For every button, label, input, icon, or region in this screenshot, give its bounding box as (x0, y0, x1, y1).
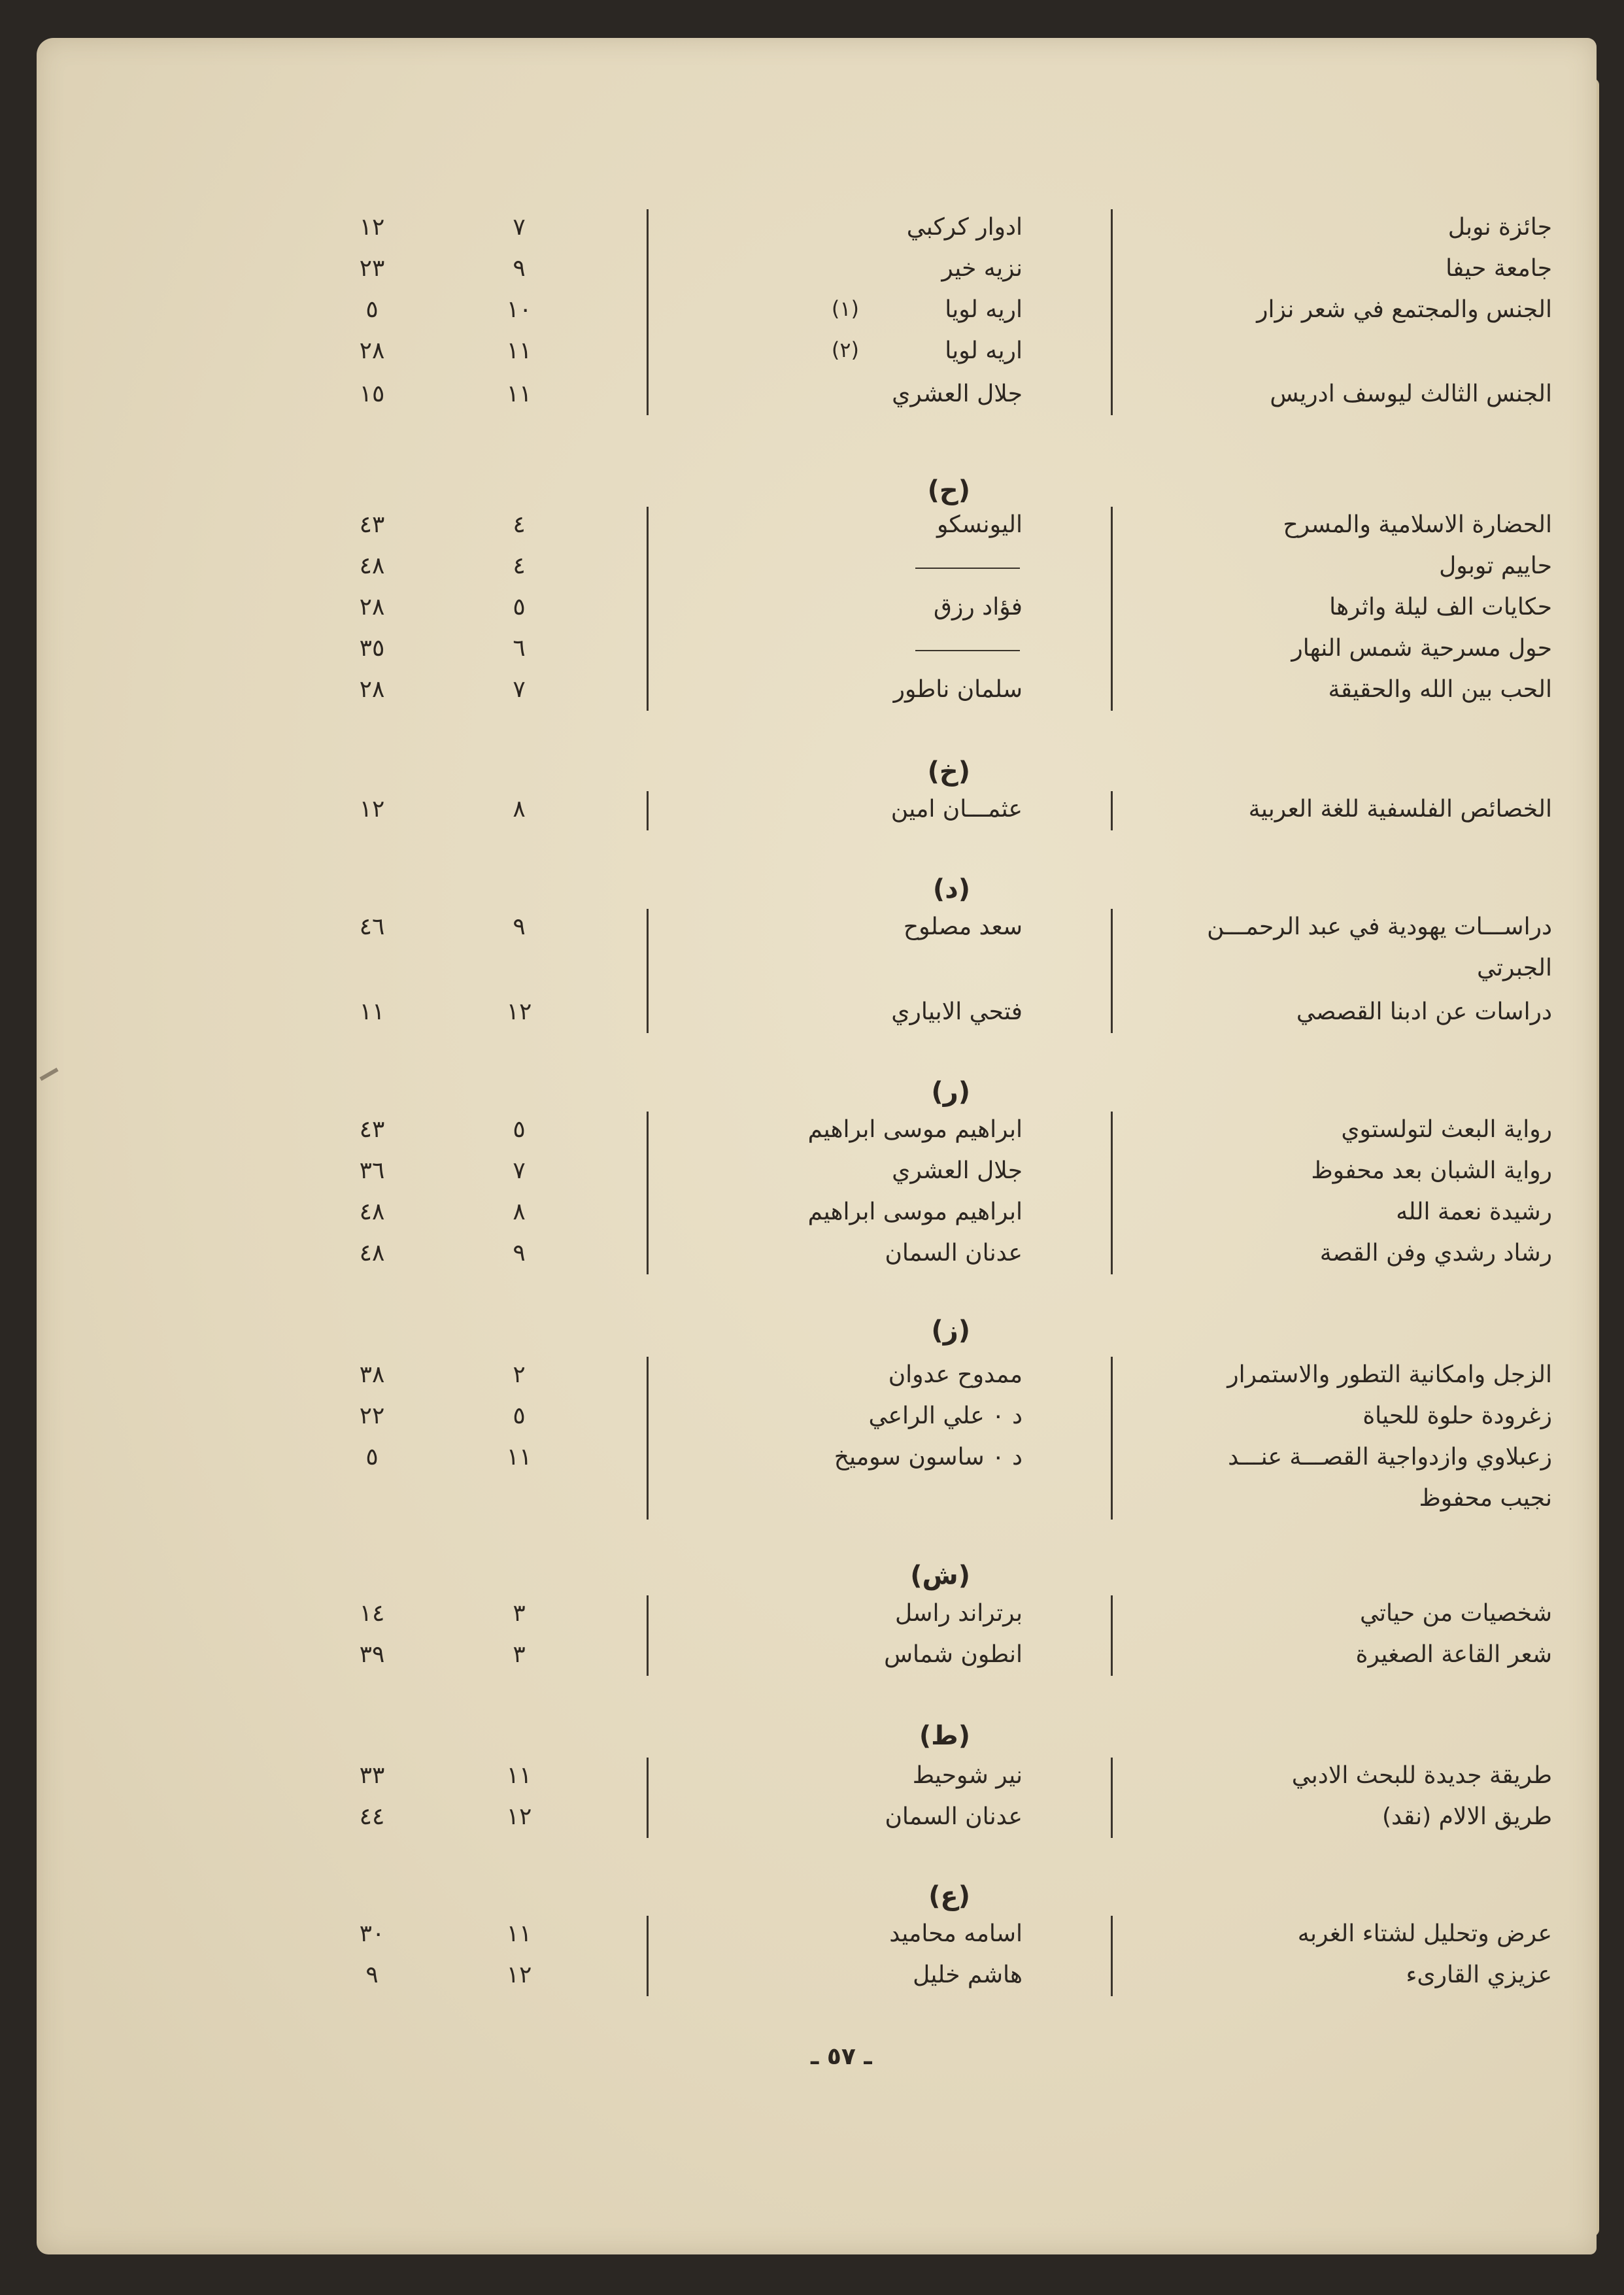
entry-page: ٤٤ (359, 1803, 385, 1830)
entry-page: ٣٨ (359, 1361, 385, 1388)
column-divider (647, 791, 649, 830)
entry-author: نير شوحيط (912, 1762, 1023, 1789)
entry-page: ١٢ (359, 796, 385, 823)
entry-title: طريق الالام (نقد) (1381, 1803, 1552, 1830)
entry-author: اريه لويا (945, 296, 1023, 323)
entry-issue: ٣ (513, 1641, 526, 1668)
entry-title: الزجل وامكانية التطور والاستمرار (1227, 1361, 1552, 1388)
entry-author: اسامه محاميد (889, 1920, 1023, 1947)
entry-issue: ١١ (506, 1444, 532, 1470)
entry-page: ٣٥ (359, 635, 385, 662)
entry-issue: ٤ (513, 552, 526, 579)
entry-author: جلال العشري (892, 381, 1023, 407)
entry-title: شخصيات من حياتي (1359, 1600, 1552, 1627)
entry-page: ٣٦ (359, 1157, 385, 1184)
entry-page: ٤٨ (359, 1240, 385, 1266)
entry-issue: ٢ (513, 1361, 526, 1388)
entry-title: حاييم توبول (1439, 552, 1552, 579)
entry-author: عدنان السمان (885, 1240, 1023, 1266)
column-divider (1111, 1758, 1113, 1838)
entry-author: عثمـــان امين (890, 796, 1023, 823)
entry-issue: ٨ (513, 796, 526, 823)
entry-title: رواية البعث لتولستوي (1341, 1116, 1552, 1143)
column-divider (647, 909, 649, 1033)
entry-issue: ٧ (513, 676, 526, 703)
section-letter: (ع) (928, 1881, 970, 1911)
section-letter: (ر) (931, 1077, 970, 1107)
section-letter: (خ) (927, 756, 970, 787)
entry-author: د ٠ علي الراعي (868, 1402, 1023, 1429)
entry-author: فؤاد رزق (934, 594, 1023, 620)
entry-issue: ٩ (513, 255, 526, 282)
entry-issue: ٥ (513, 1402, 526, 1429)
entry-author: ابراهيم موسى ابراهيم (807, 1198, 1023, 1225)
entry-author: سلمان ناطور (893, 676, 1023, 703)
section-letter: (ح) (927, 475, 970, 505)
entry-issue: ١١ (506, 337, 532, 364)
entry-part: (٢) (831, 337, 859, 362)
entry-title: طريقة جديدة للبحث الادبي (1291, 1762, 1552, 1789)
entry-page: ٤٨ (359, 552, 385, 579)
entry-issue: ١١ (506, 1762, 532, 1789)
ditto-dash (915, 568, 1020, 569)
column-divider (1111, 1595, 1113, 1676)
column-divider (647, 1758, 649, 1838)
entry-title: الخصائص الفلسفية للغة العربية (1248, 796, 1552, 823)
entry-title: الحضارة الاسلامية والمسرح (1283, 511, 1552, 538)
entry-title: الحب بين الله والحقيقة (1328, 676, 1552, 703)
entry-page: ٢٢ (359, 1402, 385, 1429)
entry-part: (١) (831, 296, 859, 321)
entry-title: عرض وتحليل لشتاء الغربه (1297, 1920, 1552, 1947)
section-letter: (ش) (910, 1561, 970, 1591)
entry-author: نزيه خير (941, 255, 1023, 282)
entry-page: ٣٣ (359, 1762, 385, 1789)
entry-page: ٩ (365, 1962, 379, 1988)
entry-title: حكايات الف ليلة واثرها (1329, 594, 1552, 620)
section-letter: (ط) (919, 1721, 970, 1751)
entry-title: زعبلاوي وازدواجية القصـــة عنـــد (1228, 1444, 1552, 1470)
entry-page: ٢٨ (359, 594, 385, 620)
entry-issue: ١٢ (506, 998, 532, 1025)
section-letter: (ز) (931, 1316, 970, 1346)
entry-title: دراســـات يهودية في عبد الرحمـــن (1207, 913, 1552, 940)
column-divider (1111, 1357, 1113, 1520)
entry-page: ٢٨ (359, 337, 385, 364)
entry-page: ٣٩ (359, 1641, 385, 1668)
column-divider (1111, 1112, 1113, 1274)
column-divider (647, 507, 649, 711)
ditto-dash (915, 650, 1020, 651)
column-divider (1111, 1916, 1113, 1996)
column-divider (1111, 507, 1113, 711)
column-divider (647, 1357, 649, 1520)
entry-title: جامعة حيفا (1446, 255, 1552, 282)
page-number: ـ ٥٧ ـ (811, 2043, 872, 2070)
entry-author: ادوار كركبي (906, 214, 1023, 241)
entry-title: دراسات عن ادبنا القصصي (1296, 998, 1552, 1025)
entry-page: ٣٠ (359, 1920, 385, 1947)
entry-title: الجبرتي (1477, 955, 1552, 981)
entry-issue: ٥ (513, 1116, 526, 1143)
entry-author: هاشم خليل (913, 1962, 1023, 1988)
column-divider (647, 1595, 649, 1676)
entry-issue: ١٢ (506, 1962, 532, 1988)
entry-author: اريه لويا (945, 337, 1023, 364)
entry-issue: ٣ (513, 1600, 526, 1627)
section-letter: (د) (932, 874, 970, 904)
entry-issue: ١٢ (506, 1803, 532, 1830)
entry-issue: ٧ (513, 1157, 526, 1184)
entry-issue: ٩ (513, 1240, 526, 1266)
entry-title: الجنس الثالث ليوسف ادريس (1270, 381, 1552, 407)
entry-issue: ١١ (506, 381, 532, 407)
entry-issue: ١١ (506, 1920, 532, 1947)
column-divider (1111, 909, 1113, 1033)
entry-title: الجنس والمجتمع في شعر نزار (1257, 296, 1552, 323)
entry-title: جائزة نوبل (1447, 214, 1552, 241)
entry-title: زغرودة حلوة للحياة (1362, 1402, 1552, 1429)
entry-title: رواية الشبان بعد محفوظ (1311, 1157, 1552, 1184)
entry-author: سعد مصلوح (903, 913, 1023, 940)
entry-author: عدنان السمان (885, 1803, 1023, 1830)
entry-title: شعر القاعة الصغيرة (1355, 1641, 1552, 1668)
column-divider (647, 209, 649, 415)
entry-page: ٢٣ (359, 255, 385, 282)
entry-issue: ٦ (513, 635, 526, 662)
column-divider (1111, 791, 1113, 830)
entry-author: د ٠ ساسون سوميخ (834, 1444, 1023, 1470)
entry-title: رشاد رشدي وفن القصة (1319, 1240, 1552, 1266)
entry-issue: ٤ (513, 511, 526, 538)
entry-page: ٤٦ (359, 913, 385, 940)
entry-author: انطون شماس (884, 1641, 1023, 1668)
entry-title: رشيدة نعمة الله (1396, 1198, 1552, 1225)
entry-issue: ٨ (513, 1198, 526, 1225)
entry-page: ١٢ (359, 214, 385, 241)
entry-author: ابراهيم موسى ابراهيم (807, 1116, 1023, 1143)
entry-issue: ١٠ (506, 296, 532, 323)
entry-author: اليونسكو (936, 511, 1023, 538)
entry-page: ٤٣ (359, 511, 385, 538)
entry-page: ٥ (365, 1444, 379, 1470)
entry-page: ٤٣ (359, 1116, 385, 1143)
entry-author: برتراند راسل (895, 1600, 1023, 1627)
entry-issue: ٧ (513, 214, 526, 241)
entry-page: ٢٨ (359, 676, 385, 703)
entry-author: فتحي الابياري (891, 998, 1023, 1025)
entry-issue: ٩ (513, 913, 526, 940)
column-divider (1111, 209, 1113, 415)
entry-page: ٥ (365, 296, 379, 323)
entry-title: عزيزي القارىء (1406, 1962, 1552, 1988)
entry-page: ١٤ (359, 1600, 385, 1627)
entry-author: جلال العشري (892, 1157, 1023, 1184)
entry-page: ٤٨ (359, 1198, 385, 1225)
entry-title: حول مسرحية شمس النهار (1291, 635, 1552, 662)
entry-title: نجيب محفوظ (1419, 1485, 1552, 1512)
column-divider (647, 1112, 649, 1274)
entry-author: ممدوح عدوان (888, 1361, 1023, 1388)
entry-issue: ٥ (513, 594, 526, 620)
entry-page: ١١ (359, 998, 385, 1025)
entry-page: ١٥ (359, 381, 385, 407)
column-divider (647, 1916, 649, 1996)
